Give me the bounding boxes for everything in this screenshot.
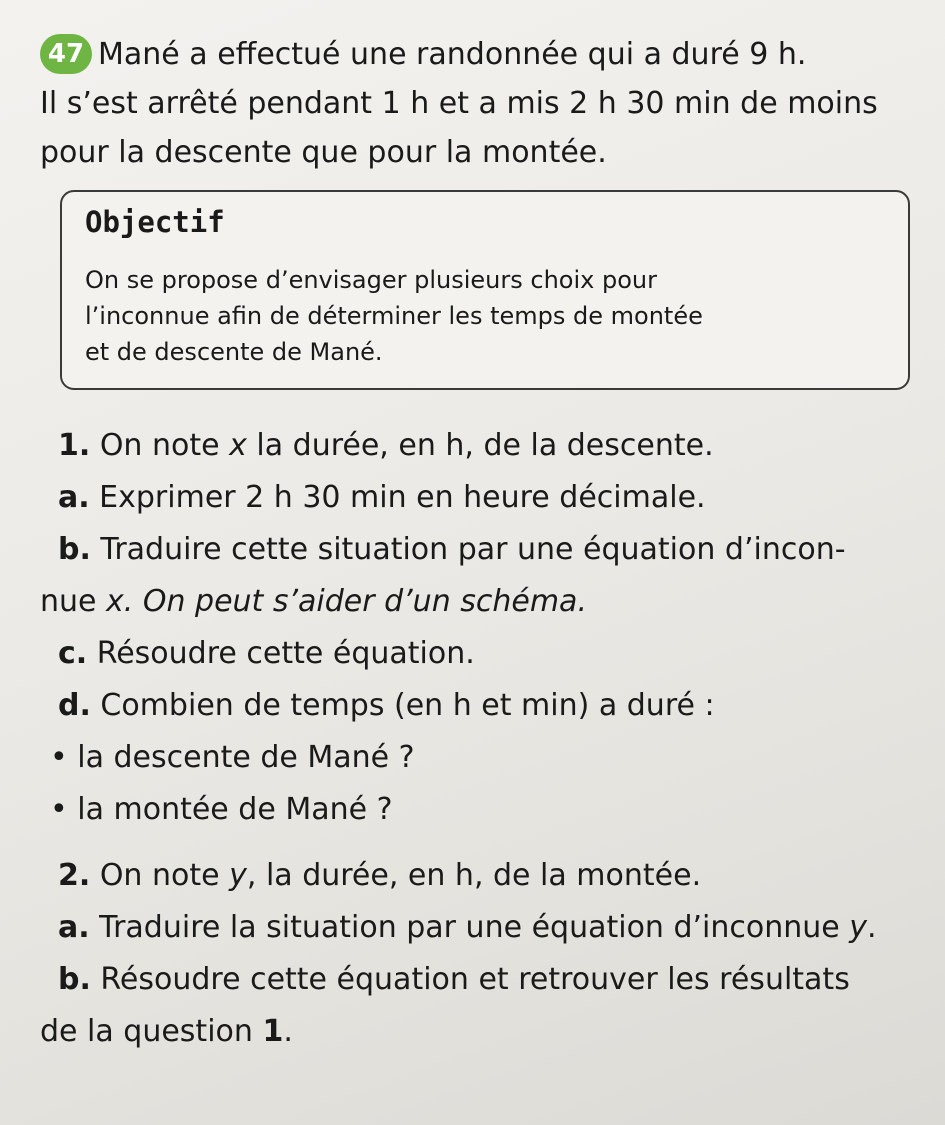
intro-line-3: pour la descente que pour la montée. xyxy=(40,135,607,170)
question-2: 2. On note y, la durée, en h, de la montée. xyxy=(58,858,702,893)
bullet-montee: • la montée de Mané ? xyxy=(50,792,393,827)
question-1c: c. Résoudre cette équation. xyxy=(58,636,475,671)
objectif-text xyxy=(85,262,895,370)
question-1b-continued: nue x. On peut s’aider d’un schéma. xyxy=(40,584,587,619)
exercise-statement xyxy=(40,30,920,177)
objectif-title: Objectif xyxy=(85,205,225,239)
objectif-line: l’inconnue afin de déterminer les temps de montée xyxy=(85,302,703,330)
intro-line-2: Il s’est arrêté pendant 1 h et a mis 2 h 30 min de moins xyxy=(40,86,878,121)
question-2b-continued: de la question 1. xyxy=(40,1014,293,1049)
question-1d: d. Combien de temps (en h et min) a duré : xyxy=(58,688,715,723)
objectif-line: On se propose d’envisager plusieurs choix pour xyxy=(85,266,657,294)
question-1b: b. Traduire cette situation par une équation d’incon- xyxy=(58,532,846,567)
question-2a: a. Traduire la situation par une équation d’inconnue y. xyxy=(58,910,877,945)
question-1: 1. On note x la durée, en h, de la descente. xyxy=(58,428,714,463)
objectif-line: et de descente de Mané. xyxy=(85,338,383,366)
question-1a: a. Exprimer 2 h 30 min en heure décimale. xyxy=(58,480,706,515)
question-2b: b. Résoudre cette équation et retrouver les résultats xyxy=(58,962,850,997)
questions-list xyxy=(40,420,930,1058)
intro-line-1: 47 Mané a effectué une randonnée qui a duré 9 h. xyxy=(40,30,920,79)
exercise-number-badge: 47 xyxy=(40,34,92,74)
bullet-descente: • la descente de Mané ? xyxy=(50,740,415,775)
